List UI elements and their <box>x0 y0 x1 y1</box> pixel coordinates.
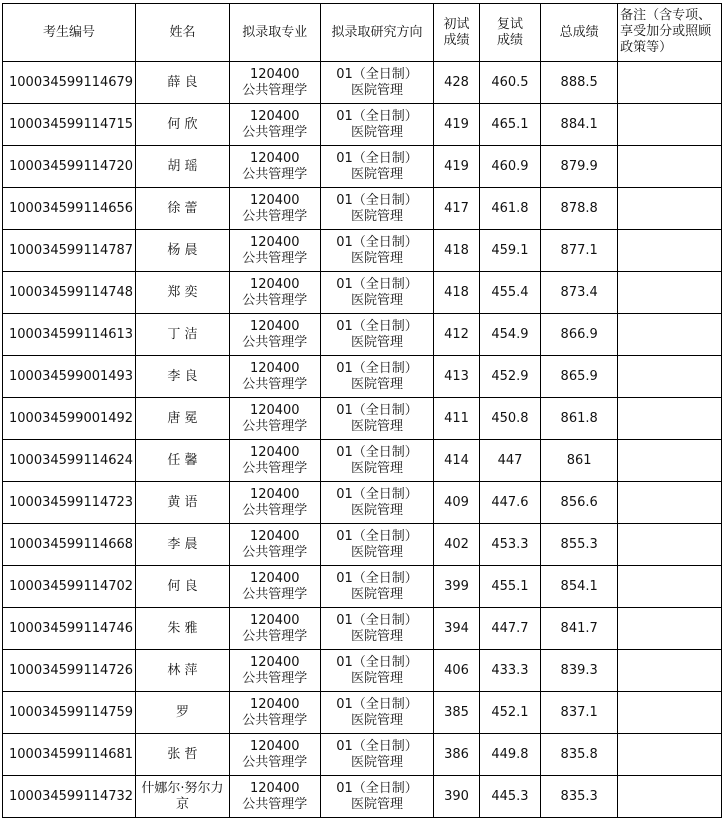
major-cell-line2: 公共管理学 <box>242 250 308 266</box>
major-cell-line2: 公共管理学 <box>242 334 308 350</box>
header-candidate-id: 考生编号 <box>3 4 136 62</box>
name-cell: 什娜尔·努尔力 京 <box>136 776 230 818</box>
direction-cell-line1: 01（全日制） <box>336 234 418 250</box>
name-cell: 丁 洁 <box>136 314 230 356</box>
note-cell <box>618 650 722 692</box>
candidate-id-cell: 100034599114702 <box>3 566 136 608</box>
table-row <box>3 440 722 482</box>
initial-score-cell: 418 <box>434 230 480 272</box>
table-row <box>3 776 722 818</box>
header-row <box>3 4 722 62</box>
major-cell-line2: 公共管理学 <box>242 124 308 140</box>
table-row <box>3 566 722 608</box>
direction-cell-line1: 01（全日制） <box>336 360 418 376</box>
note-cell <box>618 734 722 776</box>
major-cell <box>229 734 320 776</box>
direction-cell-line1: 01（全日制） <box>336 654 418 670</box>
note-cell <box>618 776 722 818</box>
retest-score-cell: 455.4 <box>479 272 540 314</box>
major-cell <box>229 104 320 146</box>
header-retest-line2: 成绩 <box>496 32 523 48</box>
total-score-cell: 866.9 <box>541 314 618 356</box>
direction-cell <box>320 734 434 776</box>
major-cell <box>229 776 320 818</box>
initial-score-cell: 390 <box>434 776 480 818</box>
total-score-cell: 855.3 <box>541 524 618 566</box>
name-cell: 唐 冕 <box>136 398 230 440</box>
header-initial-score <box>434 4 480 62</box>
note-cell <box>618 230 722 272</box>
note-cell <box>618 314 722 356</box>
name-cell: 朱 雅 <box>136 608 230 650</box>
major-cell-line1: 120400 <box>249 612 300 628</box>
note-cell <box>618 272 722 314</box>
note-cell <box>618 692 722 734</box>
header-initial-line2: 成绩 <box>443 32 470 48</box>
name-cell: 任 馨 <box>136 440 230 482</box>
major-cell-line2: 公共管理学 <box>242 376 308 392</box>
total-score-cell: 837.1 <box>541 692 618 734</box>
candidate-id-cell: 100034599114624 <box>3 440 136 482</box>
direction-cell-line1: 01（全日制） <box>336 66 418 82</box>
direction-cell <box>320 566 434 608</box>
direction-cell-line2: 医院管理 <box>350 418 403 434</box>
candidate-id-cell: 100034599114720 <box>3 146 136 188</box>
major-cell <box>229 62 320 104</box>
name-cell: 郑 奕 <box>136 272 230 314</box>
direction-cell <box>320 650 434 692</box>
total-score-cell: 841.7 <box>541 608 618 650</box>
major-cell <box>229 272 320 314</box>
name-cell: 罗 <box>136 692 230 734</box>
initial-score-cell: 402 <box>434 524 480 566</box>
major-cell <box>229 230 320 272</box>
direction-cell-line2: 医院管理 <box>350 292 403 308</box>
direction-cell-line2: 医院管理 <box>350 250 403 266</box>
direction-cell-line1: 01（全日制） <box>336 276 418 292</box>
initial-score-cell: 412 <box>434 314 480 356</box>
major-cell <box>229 608 320 650</box>
candidate-id-cell: 100034599001493 <box>3 356 136 398</box>
direction-cell <box>320 482 434 524</box>
major-cell-line2: 公共管理学 <box>242 712 308 728</box>
retest-score-cell: 447 <box>479 440 540 482</box>
major-cell-line2: 公共管理学 <box>242 166 308 182</box>
total-score-cell: 873.4 <box>541 272 618 314</box>
direction-cell-line1: 01（全日制） <box>336 612 418 628</box>
direction-cell-line1: 01（全日制） <box>336 738 418 754</box>
name-cell: 李 晨 <box>136 524 230 566</box>
initial-score-cell: 413 <box>434 356 480 398</box>
initial-score-cell: 419 <box>434 104 480 146</box>
major-cell-line1: 120400 <box>249 234 300 250</box>
total-score-cell: 884.1 <box>541 104 618 146</box>
total-score-cell: 888.5 <box>541 62 618 104</box>
table-row <box>3 314 722 356</box>
major-cell-line1: 120400 <box>249 66 300 82</box>
direction-cell <box>320 398 434 440</box>
note-cell <box>618 188 722 230</box>
direction-cell <box>320 608 434 650</box>
major-cell-line1: 120400 <box>249 444 300 460</box>
direction-cell-line1: 01（全日制） <box>336 150 418 166</box>
direction-cell <box>320 272 434 314</box>
major-cell-line2: 公共管理学 <box>242 418 308 434</box>
major-cell-line1: 120400 <box>249 654 300 670</box>
direction-cell-line2: 医院管理 <box>350 754 403 770</box>
direction-cell-line1: 01（全日制） <box>336 192 418 208</box>
direction-cell-line2: 医院管理 <box>350 796 403 812</box>
initial-score-cell: 386 <box>434 734 480 776</box>
major-cell-line2: 公共管理学 <box>242 586 308 602</box>
total-score-cell: 865.9 <box>541 356 618 398</box>
major-cell-line1: 120400 <box>249 192 300 208</box>
retest-score-cell: 445.3 <box>479 776 540 818</box>
major-cell-line1: 120400 <box>249 402 300 418</box>
name-cell: 徐 蕾 <box>136 188 230 230</box>
direction-cell-line1: 01（全日制） <box>336 402 418 418</box>
candidate-id-cell: 100034599114681 <box>3 734 136 776</box>
direction-cell-line1: 01（全日制） <box>336 108 418 124</box>
retest-score-cell: 450.8 <box>479 398 540 440</box>
retest-score-cell: 447.7 <box>479 608 540 650</box>
major-cell-line1: 120400 <box>249 486 300 502</box>
table-row <box>3 146 722 188</box>
table-row <box>3 608 722 650</box>
name-cell: 张 哲 <box>136 734 230 776</box>
total-score-cell: 854.1 <box>541 566 618 608</box>
major-cell-line2: 公共管理学 <box>242 628 308 644</box>
direction-cell-line2: 医院管理 <box>350 544 403 560</box>
direction-cell <box>320 692 434 734</box>
initial-score-cell: 394 <box>434 608 480 650</box>
major-cell <box>229 650 320 692</box>
retest-score-cell: 460.5 <box>479 62 540 104</box>
note-cell <box>618 482 722 524</box>
direction-cell-line2: 医院管理 <box>350 124 403 140</box>
name-cell: 何 良 <box>136 566 230 608</box>
initial-score-cell: 428 <box>434 62 480 104</box>
table-row <box>3 734 722 776</box>
major-cell <box>229 356 320 398</box>
table-row <box>3 524 722 566</box>
total-score-cell: 877.1 <box>541 230 618 272</box>
major-cell-line1: 120400 <box>249 738 300 754</box>
total-score-cell: 861 <box>541 440 618 482</box>
name-cell: 李 良 <box>136 356 230 398</box>
direction-cell-line2: 医院管理 <box>350 82 403 98</box>
major-cell <box>229 524 320 566</box>
retest-score-cell: 449.8 <box>479 734 540 776</box>
initial-score-cell: 385 <box>434 692 480 734</box>
total-score-cell: 856.6 <box>541 482 618 524</box>
direction-cell <box>320 62 434 104</box>
initial-score-cell: 419 <box>434 146 480 188</box>
note-cell <box>618 440 722 482</box>
major-cell-line2: 公共管理学 <box>242 208 308 224</box>
retest-score-cell: 460.9 <box>479 146 540 188</box>
table-row <box>3 272 722 314</box>
candidate-id-cell: 100034599114613 <box>3 314 136 356</box>
direction-cell <box>320 776 434 818</box>
note-cell <box>618 356 722 398</box>
table-row <box>3 398 722 440</box>
direction-cell-line2: 医院管理 <box>350 670 403 686</box>
major-cell-line1: 120400 <box>249 780 300 796</box>
table-row <box>3 104 722 146</box>
table-row <box>3 482 722 524</box>
direction-cell-line1: 01（全日制） <box>336 780 418 796</box>
retest-score-cell: 454.9 <box>479 314 540 356</box>
major-cell-line2: 公共管理学 <box>242 460 308 476</box>
direction-cell-line2: 医院管理 <box>350 502 403 518</box>
header-major: 拟录取专业 <box>229 4 320 62</box>
note-cell <box>618 62 722 104</box>
direction-cell-line2: 医院管理 <box>350 460 403 476</box>
major-cell-line1: 120400 <box>249 108 300 124</box>
name-cell: 林 萍 <box>136 650 230 692</box>
total-score-cell: 839.3 <box>541 650 618 692</box>
direction-cell <box>320 230 434 272</box>
retest-score-cell: 455.1 <box>479 566 540 608</box>
direction-cell-line2: 医院管理 <box>350 334 403 350</box>
note-cell <box>618 146 722 188</box>
note-cell <box>618 608 722 650</box>
table-body <box>3 62 722 818</box>
header-retest-line1: 复试 <box>496 16 523 32</box>
initial-score-cell: 411 <box>434 398 480 440</box>
direction-cell <box>320 188 434 230</box>
table-row <box>3 188 722 230</box>
direction-cell-line1: 01（全日制） <box>336 696 418 712</box>
retest-score-cell: 453.3 <box>479 524 540 566</box>
header-total-score: 总成绩 <box>541 4 618 62</box>
direction-cell-line1: 01（全日制） <box>336 444 418 460</box>
direction-cell-line2: 医院管理 <box>350 586 403 602</box>
direction-cell <box>320 356 434 398</box>
major-cell <box>229 482 320 524</box>
major-cell-line1: 120400 <box>249 570 300 586</box>
candidate-id-cell: 100034599114732 <box>3 776 136 818</box>
candidate-id-cell: 100034599114748 <box>3 272 136 314</box>
direction-cell <box>320 104 434 146</box>
major-cell <box>229 440 320 482</box>
candidate-id-cell: 100034599114715 <box>3 104 136 146</box>
header-name: 姓名 <box>136 4 230 62</box>
major-cell-line1: 120400 <box>249 696 300 712</box>
major-cell-line2: 公共管理学 <box>242 796 308 812</box>
major-cell <box>229 314 320 356</box>
direction-cell <box>320 146 434 188</box>
table-row <box>3 650 722 692</box>
major-cell-line1: 120400 <box>249 360 300 376</box>
initial-score-cell: 409 <box>434 482 480 524</box>
direction-cell-line2: 医院管理 <box>350 628 403 644</box>
major-cell-line2: 公共管理学 <box>242 670 308 686</box>
major-cell-line1: 120400 <box>249 150 300 166</box>
header-retest-score <box>479 4 540 62</box>
direction-cell-line2: 医院管理 <box>350 376 403 392</box>
major-cell <box>229 692 320 734</box>
initial-score-cell: 399 <box>434 566 480 608</box>
major-cell-line1: 120400 <box>249 528 300 544</box>
direction-cell <box>320 440 434 482</box>
candidate-id-cell: 100034599114668 <box>3 524 136 566</box>
major-cell-line2: 公共管理学 <box>242 292 308 308</box>
direction-cell <box>320 314 434 356</box>
major-cell-line1: 120400 <box>249 318 300 334</box>
note-cell <box>618 566 722 608</box>
retest-score-cell: 461.8 <box>479 188 540 230</box>
direction-cell-line2: 医院管理 <box>350 208 403 224</box>
direction-cell <box>320 524 434 566</box>
total-score-cell: 879.9 <box>541 146 618 188</box>
candidate-id-cell: 100034599114656 <box>3 188 136 230</box>
initial-score-cell: 414 <box>434 440 480 482</box>
initial-score-cell: 406 <box>434 650 480 692</box>
initial-score-cell: 418 <box>434 272 480 314</box>
retest-score-cell: 459.1 <box>479 230 540 272</box>
name-cell: 何 欣 <box>136 104 230 146</box>
table-row <box>3 692 722 734</box>
note-cell <box>618 524 722 566</box>
direction-cell-line1: 01（全日制） <box>336 318 418 334</box>
candidate-id-cell: 100034599114759 <box>3 692 136 734</box>
candidate-id-cell: 100034599001492 <box>3 398 136 440</box>
header-initial-line1: 初试 <box>443 16 470 32</box>
name-cell: 薛 良 <box>136 62 230 104</box>
note-cell <box>618 104 722 146</box>
major-cell-line2: 公共管理学 <box>242 82 308 98</box>
retest-score-cell: 465.1 <box>479 104 540 146</box>
candidate-id-cell: 100034599114746 <box>3 608 136 650</box>
candidate-id-cell: 100034599114679 <box>3 62 136 104</box>
candidate-id-cell: 100034599114726 <box>3 650 136 692</box>
retest-score-cell: 433.3 <box>479 650 540 692</box>
major-cell <box>229 146 320 188</box>
direction-cell-line2: 医院管理 <box>350 712 403 728</box>
admission-score-table <box>2 3 722 818</box>
retest-score-cell: 452.9 <box>479 356 540 398</box>
major-cell-line2: 公共管理学 <box>242 754 308 770</box>
total-score-cell: 861.8 <box>541 398 618 440</box>
direction-cell-line2: 医院管理 <box>350 166 403 182</box>
major-cell <box>229 188 320 230</box>
initial-score-cell: 417 <box>434 188 480 230</box>
candidate-id-cell: 100034599114723 <box>3 482 136 524</box>
total-score-cell: 835.8 <box>541 734 618 776</box>
name-cell: 胡 瑶 <box>136 146 230 188</box>
header-research-direction: 拟录取研究方向 <box>320 4 434 62</box>
table-row <box>3 230 722 272</box>
total-score-cell: 835.3 <box>541 776 618 818</box>
table-row <box>3 356 722 398</box>
total-score-cell: 878.8 <box>541 188 618 230</box>
retest-score-cell: 452.1 <box>479 692 540 734</box>
major-cell-line1: 120400 <box>249 276 300 292</box>
direction-cell-line1: 01（全日制） <box>336 486 418 502</box>
retest-score-cell: 447.6 <box>479 482 540 524</box>
name-cell: 杨 晨 <box>136 230 230 272</box>
note-cell <box>618 398 722 440</box>
header-note: 备注（含专项、享受加分或照顾政策等） <box>618 4 722 62</box>
major-cell <box>229 398 320 440</box>
candidate-id-cell: 100034599114787 <box>3 230 136 272</box>
major-cell-line2: 公共管理学 <box>242 502 308 518</box>
name-cell: 黄 语 <box>136 482 230 524</box>
major-cell-line2: 公共管理学 <box>242 544 308 560</box>
direction-cell-line1: 01（全日制） <box>336 570 418 586</box>
direction-cell-line1: 01（全日制） <box>336 528 418 544</box>
major-cell <box>229 566 320 608</box>
table-row <box>3 62 722 104</box>
